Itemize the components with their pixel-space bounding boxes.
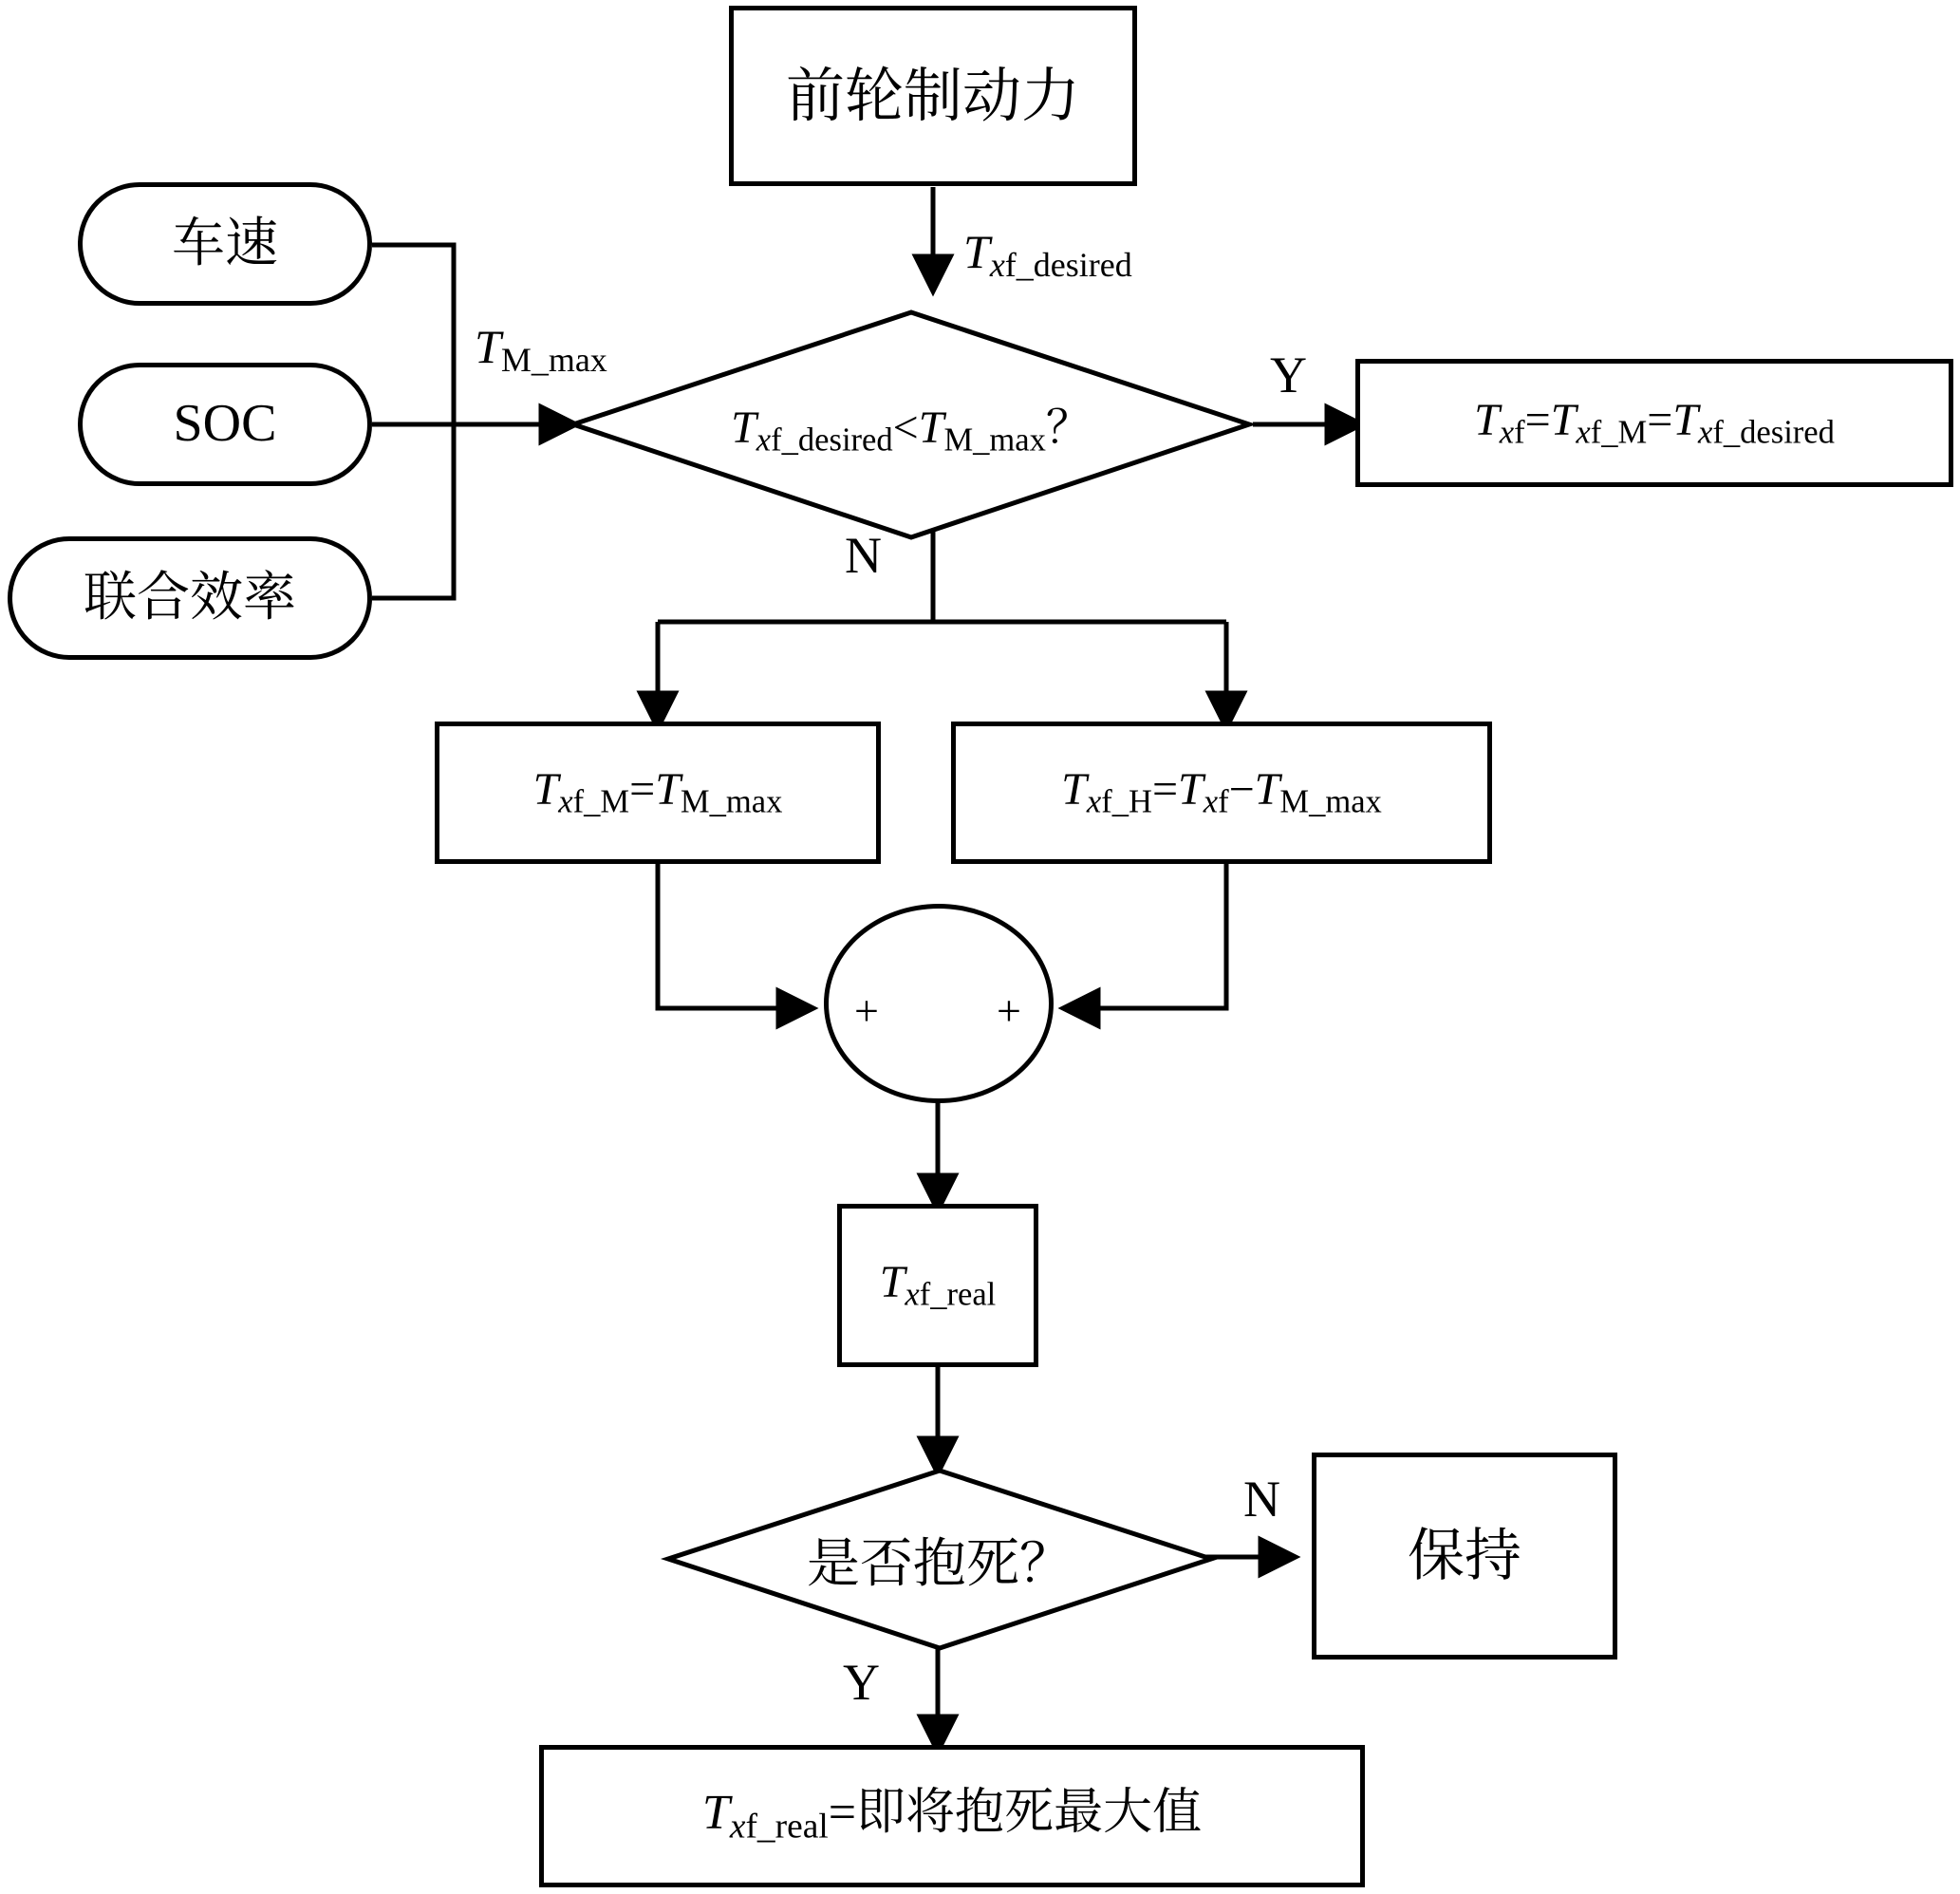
node-decision-motor[interactable] <box>569 309 1253 541</box>
node-front-brake-force-label: 前轮制动力 <box>785 60 1080 130</box>
node-soc-label: SOC <box>173 394 277 454</box>
node-decision-motor-text: $T_{xf\_desired}<T_{M\_max}$？ <box>731 401 1092 459</box>
node-sum-plus-left: + <box>854 986 879 1035</box>
node-vehicle-speed-label: 车速 <box>172 213 278 275</box>
node-combined-efficiency-label: 联合效率 <box>84 567 296 629</box>
edge-label-yes-lock: Y <box>843 1654 880 1711</box>
node-motor-max-text: $T_{xf\_M}=T_{M\_max}$ <box>532 764 783 820</box>
edge-label-no-top: N <box>845 527 882 584</box>
edge-label-no-lock: N <box>1243 1471 1280 1528</box>
node-vehicle-speed[interactable] <box>78 182 372 306</box>
node-real-torque-text: $T_{xf\_real}$ <box>879 1257 997 1313</box>
node-front-brake-force[interactable] <box>729 6 1137 186</box>
node-lock-limit[interactable] <box>539 1745 1365 1887</box>
node-assign-all-motor[interactable] <box>1355 359 1953 487</box>
node-motor-max[interactable] <box>435 722 881 864</box>
edge-label-tm-max: $T_{M\_max}$ <box>475 320 607 379</box>
node-hold-label: 保持 <box>1408 1523 1521 1589</box>
node-hydraulic-part[interactable] <box>951 722 1492 864</box>
node-decision-lock[interactable] <box>664 1467 1215 1652</box>
node-soc[interactable] <box>78 363 372 486</box>
node-assign-all-motor-text: $T_{xf}=T_{xf\_M}=T_{xf\_desired}$ <box>1474 394 1835 451</box>
edge-label-yes-top: Y <box>1270 347 1307 403</box>
node-decision-lock-text: 是否抱死？ <box>807 1532 1073 1595</box>
node-lock-limit-text: $T_{xf\_real}=$即将抱死最大值 <box>701 1784 1203 1847</box>
node-combined-efficiency[interactable] <box>8 536 372 660</box>
node-sum-plus-right: + <box>997 986 1021 1035</box>
node-hold[interactable] <box>1312 1453 1617 1660</box>
node-real-torque[interactable] <box>837 1204 1038 1367</box>
node-hydraulic-part-text: $T_{xf\_H}=T_{xf}-T_{M\_max}$ <box>1061 764 1382 820</box>
edge-label-txf-desired: $T_{xf\_desired}$ <box>963 225 1132 284</box>
